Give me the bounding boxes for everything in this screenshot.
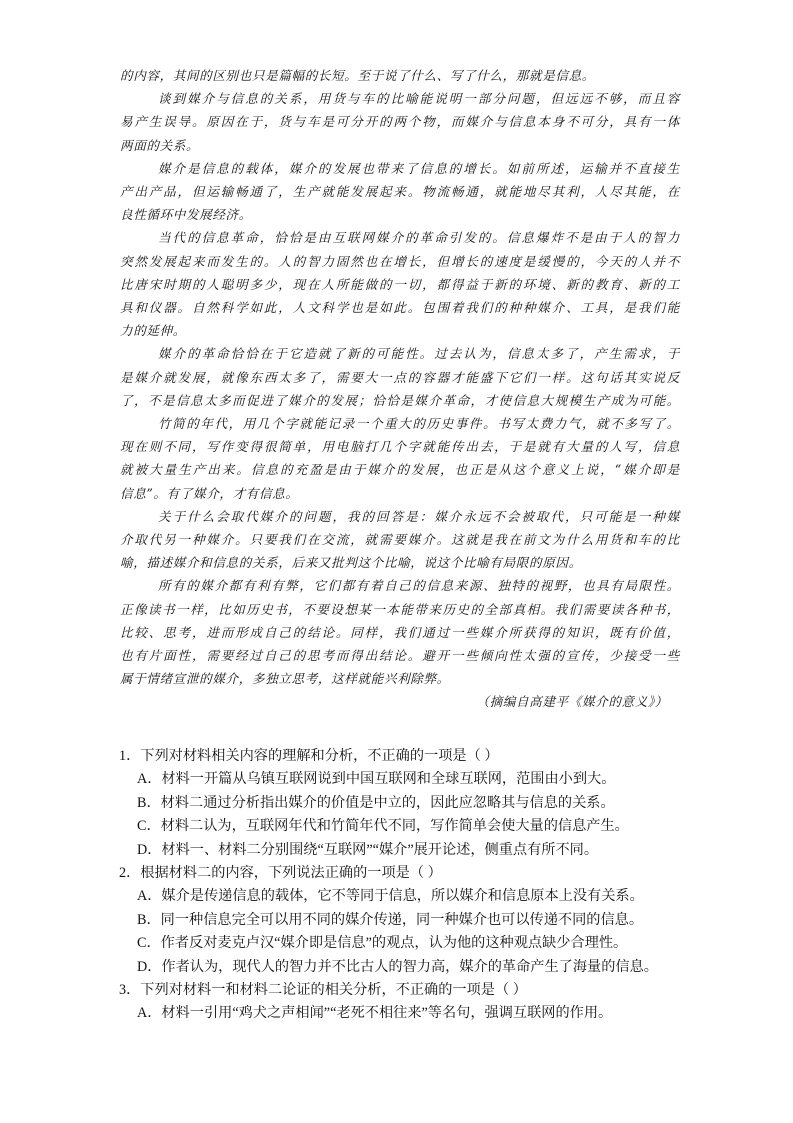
passage-line: 所有的媒介都有利有弊，它们都有着自己的信息来源、独特的视野，也具有局限性。: [158, 578, 680, 594]
passage-line: 比唐宋时期的人聪明多少，现在人所能做的一切，都得益于新的环境、新的教育、新的工: [120, 276, 680, 292]
passage-line: 现在则不同，写作变得很简单，用电脑打几个字就能传出去，于是就有大量的人写，信息: [120, 439, 680, 455]
passage-line: 介取代另一种媒介。只要我们在交流，就需要媒介。这就是我在前文为什么用货和车的比: [120, 532, 680, 548]
question-block: [119, 979, 679, 1026]
answer-option[interactable]: B．材料二通过分析指出媒介的价值是中立的，因此应忽略其与信息的关系。: [137, 794, 615, 811]
answer-option[interactable]: D．材料一、材料二分别围绕“互联网”“媒介”展开论述，侧重点有所不同。: [137, 841, 599, 858]
question-block: [119, 862, 679, 979]
passage-line: 关于什么会取代媒介的问题，我的回答是：媒介永远不会被取代，只可能是一种媒: [158, 508, 680, 524]
passage-line: 具和仪器。自然科学如此，人文科学也是如此。包围着我们的种种媒介、工具，是我们能: [120, 300, 680, 316]
passage-line: 比较、思考，进而形成自己的结论。同样，我们通过一些媒介所获得的知识，既有价值，: [120, 624, 680, 640]
passage-line: 正像读书一样，比如历史书，不要设想某一本能带来历史的全部真相。我们需要读各种书，: [120, 601, 680, 617]
answer-option[interactable]: D．作者认为，现代人的智力并不比古人的智力高，媒介的革命产生了海量的信息。: [137, 958, 658, 975]
question-stem: 1．下列对材料相关内容的理解和分析，不正确的一项是（ ）: [119, 748, 499, 764]
passage-line: 是媒介就发展，就像东西太多了，需要大一点的容器才能盛下它们一样。这句话其实说反: [120, 369, 680, 385]
passage-line: 也有片面性，需要经过自己的思考而得出结论。避开一些倾向性太强的宣传，少接受一些: [120, 648, 680, 664]
passage-line: 竹简的年代，用几个字就能记录一个重大的历史事件。书写太费力气，就不多写了。: [158, 416, 680, 432]
passage-line: 信息”。有了媒介，才有信息。: [120, 485, 299, 501]
passage-line: 谈到媒介与信息的关系，用货与车的比喻能说明一部分问题，但远远不够，而且容: [158, 91, 680, 107]
question-list: [119, 745, 679, 1026]
answer-option[interactable]: A．媒介是传递信息的载体，它不等同于信息，所以媒介和信息原本上没有关系。: [137, 888, 644, 905]
passage-line: 良性循环中发展经济。: [120, 207, 252, 223]
question-stem: 3．下列对材料一和材料二论证的相关分析，不正确的一项是（ ）: [119, 982, 527, 999]
passage-line: 了，不是信息太多而促进了媒介的发展；恰恰是媒介革命，才使信息大规模生产成为可能。: [120, 392, 680, 408]
answer-option[interactable]: A．材料一开篇从乌镇互联网说到中国互联网和全球互联网，范围由小到大。: [137, 771, 616, 788]
passage-line: 突然发展起来而发生的。人的智力固然也在增长，但增长的速度是缓慢的，今天的人并不: [120, 253, 680, 269]
passage-line: 媒介是信息的载体，媒介的发展也带来了信息的增长。如前所述，运输并不直接生: [158, 160, 680, 176]
passage-line: 产出产品，但运输畅通了，生产就能发展起来。物流畅通，就能地尽其利，人尽其能，在: [120, 184, 680, 200]
passage-line: 两面的关系。: [120, 137, 200, 153]
question-block: [119, 745, 679, 862]
passage-line: 就被大量生产出来。信息的充盈是由于媒介的发展，也正是从这个意义上说，“媒介即是: [120, 462, 680, 478]
question-stem: 2．根据材料二的内容，下列说法正确的一项是（ ）: [119, 865, 442, 882]
answer-option[interactable]: C．材料二认为，互联网年代和竹简年代不同，写作简单会使大量的信息产生。: [137, 818, 629, 835]
answer-option[interactable]: C．作者反对麦克卢汉“媒介即是信息”的观点，认为他的这种观点缺少合理性。: [137, 935, 628, 952]
passage-line: 当代的信息革命，恰恰是由互联网媒介的革命引发的。信息爆炸不是由于人的智力: [158, 230, 680, 246]
reading-passage: [120, 64, 680, 714]
passage-line: 力的延伸。: [120, 323, 186, 339]
answer-option[interactable]: B．同一种信息完全可以用不同的媒介传递，同一种媒介也可以传递不同的信息。: [137, 911, 644, 928]
passage-line: 属于情绪宣泄的媒介，多独立思考，这样就能兴利除弊。: [120, 671, 450, 687]
passage-line: 易产生误导。原因在于，货与车是可分开的两个物，而媒介与信息本身不可分，具有一体: [120, 114, 680, 130]
answer-option[interactable]: A．材料一引用“鸡犬之声相闻”“老死不相往来”等名句，强调互联网的作用。: [137, 1005, 613, 1022]
passage-line: 喻，描述媒介和信息的关系，后来又批判这个比喻，说这个比喻有局限的原因。: [120, 555, 582, 571]
passage-line: 媒介的革命恰恰在于它造就了新的可能性。过去认为，信息太多了，产生需求，于: [158, 346, 680, 362]
passage-line: 的内容，其间的区别也只是篇幅的长短。至于说了什么、写了什么，那就是信息。: [120, 68, 595, 83]
passage-source: （摘编自高建平《媒介的意义》）: [476, 694, 668, 710]
